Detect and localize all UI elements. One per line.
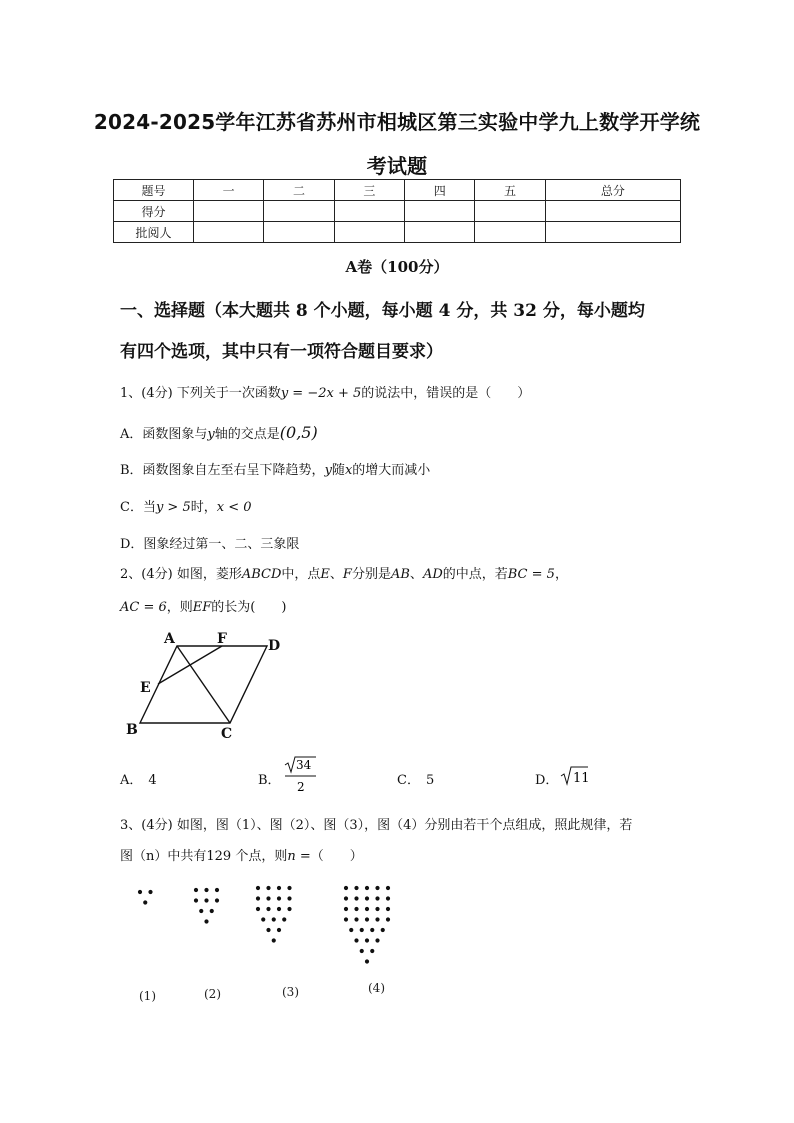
pattern-4-dot (354, 886, 358, 890)
section-a-heading: A卷（100分） (345, 258, 449, 276)
pattern-4-dot (365, 959, 369, 963)
pattern-4-dot (349, 928, 353, 932)
q1-option-a-point: (0,5) (279, 423, 318, 442)
q2-var-ac: AC = 6 (120, 600, 167, 615)
q1-option-b-mid: 随 (331, 463, 345, 478)
q2-var-ab: AB (390, 567, 410, 582)
pattern-4-dot (354, 896, 358, 900)
q3-stem-line2 (120, 845, 363, 864)
q2-var-e: E (320, 567, 330, 582)
pattern-label-1: (1) (139, 989, 156, 1003)
score-cell[interactable] (194, 201, 264, 222)
pattern-3-dot (266, 886, 270, 890)
reviewer-cell[interactable] (405, 222, 475, 243)
q2-option-a-label: A． (120, 773, 143, 788)
q3-dot-pattern-figure (130, 880, 430, 1010)
pattern-3-dot (287, 907, 291, 911)
q2-option-d-label: D． (535, 773, 559, 788)
pattern-4-dot (375, 896, 379, 900)
score-header-cell: 一 (194, 180, 264, 201)
pattern-4-dot (375, 886, 379, 890)
pattern-4-dot (386, 886, 390, 890)
vertex-label-c: C (221, 726, 233, 742)
score-table-header-row (114, 180, 681, 201)
pattern-3-dot (272, 917, 276, 921)
score-header-cell: 总分 (545, 180, 680, 201)
pattern-2-dot (215, 888, 219, 892)
q2-option-b-fraction (283, 755, 319, 799)
q2-options (120, 758, 600, 799)
q3-var-n: n (287, 849, 296, 864)
q2-option-b-numerator: 34 (296, 758, 312, 772)
pattern-3-dot (272, 938, 276, 942)
score-row (114, 201, 681, 222)
part1-heading-line2: 有四个选项，其中只有一项符合题目要求） (120, 342, 443, 362)
pattern-1-dot (138, 890, 142, 894)
q2-option-a-value: 4 (148, 773, 157, 788)
score-header-cell: 四 (405, 180, 475, 201)
q1-option-a-text: A．函数图象与 (120, 427, 208, 442)
q2-option-b-label: B． (258, 773, 281, 788)
pattern-4-dot (365, 917, 369, 921)
reviewer-row (114, 222, 681, 243)
pattern-4-dot (354, 917, 358, 921)
pattern-2-dot (194, 888, 198, 892)
q2-option-b-denominator: 2 (297, 780, 305, 794)
reviewer-cell[interactable] (264, 222, 334, 243)
vertex-label-b: B (126, 722, 138, 738)
pattern-3-dot (261, 917, 265, 921)
q2-var-ad: AD (422, 567, 443, 582)
pattern-4-dot (386, 917, 390, 921)
pattern-3-dot (266, 896, 270, 900)
score-cell[interactable] (405, 201, 475, 222)
pattern-1-dot (148, 890, 152, 894)
q2-text: 、 (329, 567, 343, 582)
score-table (113, 179, 681, 243)
q2-option-c-value: 5 (425, 773, 435, 788)
part1-heading-line1: 一、选择题（本大题共 8 个小题，每小题 4 分，共 32 分，每小题均 (120, 301, 645, 321)
vertex-label-a: A (164, 631, 175, 647)
pattern-4-dot (344, 896, 348, 900)
score-cell[interactable] (264, 201, 334, 222)
q1-option-b-y: y (324, 463, 332, 478)
q2-option-c-label: C． (397, 773, 420, 788)
pattern-4-dot (386, 907, 390, 911)
score-header-cell: 五 (475, 180, 545, 201)
pattern-2-dot (199, 909, 203, 913)
q1-option-c-res: x < 0 (216, 500, 252, 515)
q1-option-c[interactable] (120, 496, 252, 515)
q2-rhombus-figure (120, 626, 295, 744)
q1-option-c-cond: y > 5 (155, 500, 191, 515)
q1-option-d[interactable]: D．图象经过第一、二、三象限 (120, 537, 300, 552)
pattern-4-dot (360, 928, 364, 932)
q1-option-a-text2: 轴的交点是 (214, 427, 280, 442)
pattern-4-dot (370, 928, 374, 932)
q2-text: 的中点，若 (442, 567, 508, 582)
pattern-3-dot (282, 917, 286, 921)
q3-text: =（ ） (295, 849, 363, 864)
pattern-3-dot (277, 896, 281, 900)
pattern-label-3: (3) (282, 985, 299, 999)
q1-stem-post: 的说法中，错误的是（ ） (361, 386, 531, 401)
q3-text: 图（n）中共有129 个点，则 (120, 849, 288, 864)
reviewer-cell[interactable] (475, 222, 545, 243)
pattern-2-dot (204, 919, 208, 923)
pattern-4-dot (370, 949, 374, 953)
vertex-label-d: D (268, 638, 281, 654)
q2-text: ，则 (166, 600, 193, 615)
pattern-3-dot (277, 928, 281, 932)
pattern-4-dot (386, 896, 390, 900)
page-title-line2: 考试题 (366, 154, 428, 178)
pattern-4-dot (354, 907, 358, 911)
score-row-label: 得分 (114, 201, 194, 222)
vertex-label-f: F (217, 631, 227, 647)
pattern-2-dot (204, 898, 208, 902)
pattern-4-dot (344, 886, 348, 890)
q1-stem (120, 382, 530, 401)
q1-option-b[interactable] (120, 459, 430, 478)
pattern-2-dot (204, 888, 208, 892)
q2-var-abcd: ABCD (241, 567, 282, 582)
score-header-cell: 题号 (114, 180, 194, 201)
pattern-4-dot (344, 907, 348, 911)
reviewer-cell[interactable] (545, 222, 680, 243)
pattern-4-dot (354, 938, 358, 942)
q2-text: 分别是 (351, 567, 391, 582)
pattern-3-dot (266, 928, 270, 932)
pattern-2-dot (194, 898, 198, 902)
score-cell[interactable] (334, 201, 404, 222)
pattern-4-dot (344, 917, 348, 921)
q1-option-c-mid: 时， (190, 500, 217, 515)
pattern-4-dot (360, 949, 364, 953)
q2-text: 中，点 (281, 567, 321, 582)
q2-option-c[interactable] (397, 769, 434, 788)
pattern-3-dot (277, 907, 281, 911)
q1-option-b-post: 的增大而减小 (352, 463, 431, 478)
q1-option-b-x: x (344, 463, 353, 478)
page-title-line1: 2024-2025学年江苏省苏州市相城区第三实验中学九上数学开学统 (93, 110, 701, 134)
pattern-label-2: (2) (204, 987, 221, 1001)
q1-option-a[interactable] (120, 423, 318, 442)
pattern-4-dot (365, 938, 369, 942)
reviewer-cell[interactable] (334, 222, 404, 243)
pattern-3-dot (277, 886, 281, 890)
q2-stem-line1 (120, 563, 568, 582)
q2-var-bc: BC = 5 (507, 567, 555, 582)
reviewer-row-label: 批阅人 (114, 222, 194, 243)
pattern-3-dot (256, 886, 260, 890)
pattern-3-dot (266, 907, 270, 911)
pattern-4-dot (365, 896, 369, 900)
q2-option-d[interactable] (535, 769, 558, 788)
pattern-4-dot (365, 907, 369, 911)
q1-option-b-text: B．函数图象自左至右呈下降趋势， (120, 463, 325, 478)
q2-option-a[interactable] (120, 769, 157, 788)
pattern-3-dot (287, 886, 291, 890)
q3-stem-line1: 3、(4分) 如图，图（1）、图（2）、图（3），图（4）分别由若干个点组成，照此规律，若 (120, 818, 633, 833)
q2-text: 、 (409, 567, 423, 582)
pattern-4-dot (375, 907, 379, 911)
vertex-label-e: E (140, 680, 151, 696)
pattern-4-dot (375, 938, 379, 942)
q2-stem-line2 (120, 596, 286, 615)
pattern-4-dot (375, 917, 379, 921)
score-header-cell: 二 (264, 180, 334, 201)
q1-stem-pre: 1、(4分) 下列关于一次函数 (120, 386, 281, 401)
q2-option-d-sqrt (560, 763, 590, 789)
q1-expression: y = −2x + 5 (280, 386, 362, 401)
q2-option-b[interactable] (258, 769, 281, 788)
q2-text: 的长为( ) (211, 600, 287, 615)
score-cell[interactable] (475, 201, 545, 222)
pattern-2-dot (210, 909, 214, 913)
pattern-3-dot (287, 896, 291, 900)
pattern-4-dot (365, 886, 369, 890)
q2-text: ， (554, 567, 568, 582)
pattern-2-dot (215, 898, 219, 902)
pattern-4-dot (381, 928, 385, 932)
q2-var-f: F (342, 567, 352, 582)
pattern-label-4: (4) (368, 981, 385, 995)
q1-option-a-var: y (207, 427, 215, 442)
score-cell[interactable] (545, 201, 680, 222)
q2-text: 2、(4分) 如图，菱形 (120, 567, 242, 582)
q1-option-c-text: C．当 (120, 500, 156, 515)
reviewer-cell[interactable] (194, 222, 264, 243)
pattern-3-dot (256, 896, 260, 900)
pattern-1-dot (143, 900, 147, 904)
q2-option-d-radicand: 11 (573, 771, 590, 786)
pattern-3-dot (256, 907, 260, 911)
score-header-cell: 三 (334, 180, 404, 201)
q2-var-ef: EF (192, 600, 212, 615)
